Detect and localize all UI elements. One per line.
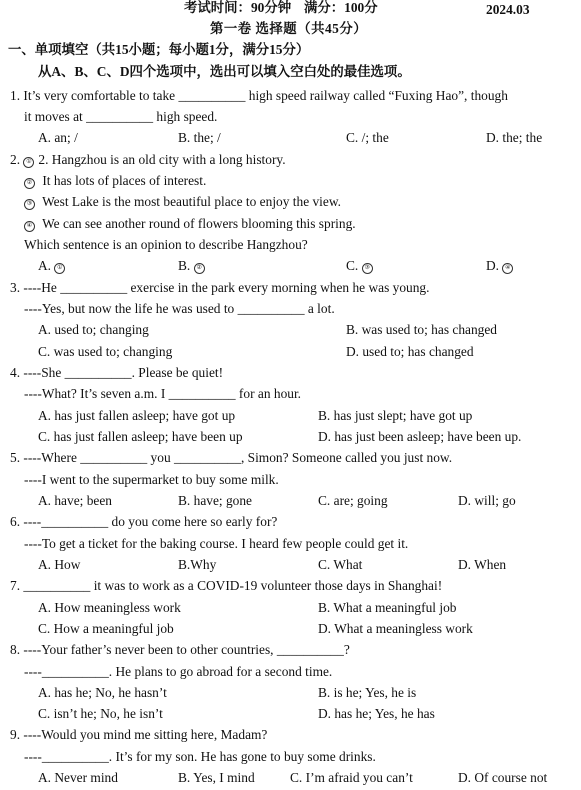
exam-date: 2024.03 bbox=[486, 2, 530, 17]
q1-line2: it moves at __________ high speed. bbox=[24, 109, 218, 124]
q2-sentence2: It has lots of places of interest. bbox=[39, 173, 207, 188]
q2-text-number: 2. bbox=[10, 152, 21, 167]
q5-option-b: B. have; gone bbox=[178, 493, 253, 508]
q1-option-c: C. /; the bbox=[346, 130, 389, 145]
full-score: 满分：100分 bbox=[304, 0, 378, 15]
q2-sentence3: West Lake is the most beautiful place to enjoy the view. bbox=[39, 194, 341, 209]
q7-option-a: A. How meaningless work bbox=[38, 600, 181, 615]
q7-option-d: D. What a meaningless work bbox=[318, 621, 473, 636]
volume-title: 第一卷 选择题（共45分） bbox=[210, 21, 368, 36]
q4-option-a: A. has just fallen asleep; have got up bbox=[38, 408, 236, 423]
q3-option-a: A. used to; changing bbox=[38, 322, 149, 337]
circled-number-1: ① bbox=[54, 263, 65, 274]
q4-line2: ----What? It’s seven a.m. I __________ for an hour. bbox=[24, 386, 302, 401]
q6-option-c: C. What bbox=[318, 557, 363, 572]
circled-number-4: ④ bbox=[24, 221, 35, 232]
q6-option-d: D. When bbox=[458, 557, 507, 572]
q9-line1: 9. ----Would you mind me sitting here, Madam? bbox=[10, 727, 268, 742]
circled-number-3: ③ bbox=[24, 199, 35, 210]
q2-sentence4: We can see another round of flowers blooming this spring. bbox=[39, 216, 356, 231]
q8-line1: 8. ----Your father’s never been to other countries, __________? bbox=[10, 642, 350, 657]
q3-line2: ----Yes, but now the life he was used to __________ a lot. bbox=[24, 301, 335, 316]
q8-option-a: A. has he; No, he hasn’t bbox=[38, 685, 167, 700]
q1-option-b: B. the; / bbox=[178, 130, 221, 145]
q7-line1: 7. __________ it was to work as a COVID-19 volunteer those days in Shanghai! bbox=[10, 578, 443, 593]
q2-sentence1: 2. Hangzhou is an old city with a long history. bbox=[38, 152, 286, 167]
q2-option-c: C. ③ bbox=[346, 258, 377, 274]
q8-option-b: B. is he; Yes, he is bbox=[318, 685, 417, 700]
q1-option-d: D. the; the bbox=[486, 130, 543, 145]
circled-number-1: ① bbox=[23, 157, 34, 168]
q3-option-b: B. was used to; has changed bbox=[346, 322, 497, 337]
q3-option-d: D. used to; has changed bbox=[346, 344, 474, 359]
q6-option-a: A. How bbox=[38, 557, 81, 572]
circled-number-2: ② bbox=[24, 178, 35, 189]
q7-option-c: C. How a meaningful job bbox=[38, 621, 174, 636]
q2-line3 bbox=[24, 194, 341, 210]
q4-line1: 4. ----She __________. Please be quiet! bbox=[10, 365, 224, 380]
q1-line1: 1. It’s very comfortable to take __________ high speed railway called “Fuxing Hao”, though bbox=[10, 88, 508, 103]
q2-question: Which sentence is an opinion to describe Hangzhou? bbox=[24, 237, 308, 252]
q8-option-d: D. has he; Yes, he has bbox=[318, 706, 435, 721]
exam-time: 考试时间：90分钟 bbox=[184, 0, 292, 15]
q9-line2: ----__________. It’s for my son. He has gone to buy some drinks. bbox=[24, 749, 376, 764]
q1-option-a: A. an; / bbox=[38, 130, 78, 145]
section-title: 一、单项填空（共15小题；每小题1分，满分15分） bbox=[8, 42, 310, 57]
q2-line1 bbox=[10, 152, 286, 168]
q4-option-b: B. has just slept; have got up bbox=[318, 408, 473, 423]
q6-line1: 6. ----__________ do you come here so early for? bbox=[10, 514, 278, 529]
circled-number-2: ② bbox=[194, 263, 205, 274]
circled-number-4: ④ bbox=[502, 263, 513, 274]
q9-option-c: C. I’m afraid you can’t bbox=[290, 770, 413, 785]
q5-line1: 5. ----Where __________ you __________, Simon? Someone called you just now. bbox=[10, 450, 453, 465]
q8-line2: ----__________. He plans to go abroad for a second time. bbox=[24, 664, 333, 679]
q4-option-c: C. has just fallen asleep; have been up bbox=[38, 429, 243, 444]
q7-option-b: B. What a meaningful job bbox=[318, 600, 457, 615]
q5-option-c: C. are; going bbox=[318, 493, 388, 508]
section-instruction: 从A、B、C、D四个选项中，选出可以填入空白处的最佳选项。 bbox=[38, 64, 411, 79]
circled-number-3: ③ bbox=[362, 263, 373, 274]
q5-line2: ----I went to the supermarket to buy some milk. bbox=[24, 472, 279, 487]
q6-line2: ----To get a ticket for the baking course. I heard few people could get it. bbox=[24, 536, 409, 551]
q6-option-b: B.Why bbox=[178, 557, 217, 572]
q2-option-d: D. ④ bbox=[486, 258, 517, 274]
q2-line2 bbox=[24, 173, 206, 189]
q5-option-a: A. have; been bbox=[38, 493, 112, 508]
q3-option-c: C. was used to; changing bbox=[38, 344, 173, 359]
q9-option-b: B. Yes, I mind bbox=[178, 770, 255, 785]
q9-option-d: D. Of course not bbox=[458, 770, 548, 785]
q3-line1: 3. ----He __________ exercise in the park every morning when he was young. bbox=[10, 280, 430, 295]
q9-option-a: A. Never mind bbox=[38, 770, 118, 785]
q2-line4 bbox=[24, 216, 356, 232]
q5-option-d: D. will; go bbox=[458, 493, 516, 508]
q4-option-d: D. has just been asleep; have been up. bbox=[318, 429, 522, 444]
q2-option-b: B. ② bbox=[178, 258, 209, 274]
q2-option-a: A. ① bbox=[38, 258, 69, 274]
q8-option-c: C. isn’t he; No, he isn’t bbox=[38, 706, 163, 721]
